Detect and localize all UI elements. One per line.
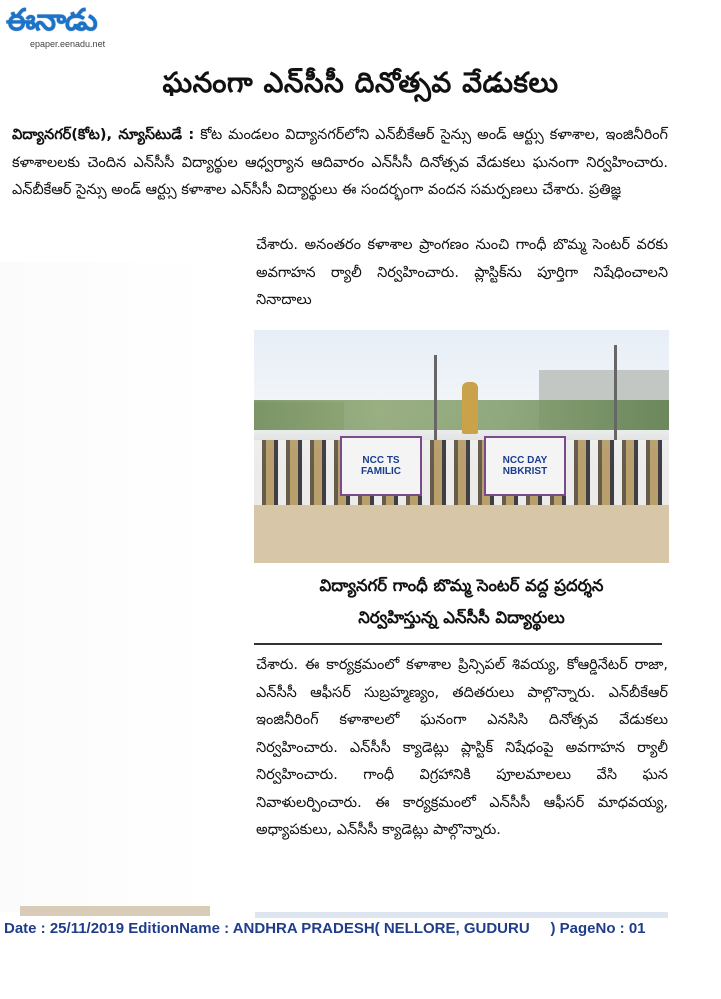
banner-left: NCC TS FAMILIC — [340, 436, 422, 496]
caption-divider — [254, 643, 662, 645]
dateline: విద్యానగర్(కోట), న్యూస్‌టుడే : — [12, 127, 195, 143]
masthead — [6, 3, 136, 53]
article-photo — [254, 330, 669, 563]
photo-lamp-pole — [434, 355, 437, 440]
banner-ncc-day: NCC DAY NBKRIST — [484, 436, 566, 496]
photo-ground — [254, 505, 669, 563]
article-paragraph-3: చేశారు. ఈ కార్యక్రమంలో కళాశాల ప్రిన్సిపల్ శివయ్య, కోఆర్డినేటర్ రాజా, ఎన్‌సీసీ ఆఫీసర్ సుబ్రహ్మణ్యం, తదితరులు పాల్గొన్నారు. ఎన్‌బీకేఆర్ ఇంజినీరింగ్ కళాశాలలో ఘనంగా ఎనసిసి దినోత్సవ వేడుకలు నిర్వహించారు. ఎన్‌సీసీ క్యాడెట్లు ప్లాస్టిక్ నిషేధంపై అవగాహన ర్యాలీ నిర్వహించారు. గాంధీ విగ్రహానికి పూలమాలలు వేసి ఘన నివాళులర్పించారు. ఈ కార్యక్రమంలో ఎన్‌సీసీ ఆఫీసర్ మాధవయ్య, అధ్యాపకులు, ఎన్‌సీసీ క్యాడెట్లు పాల్గొన్నారు. — [256, 657, 668, 838]
photo-caption — [254, 570, 669, 634]
caption-line-2: నిర్వహిస్తున్న ఎన్‌సీసీ విద్యార్థులు — [358, 608, 565, 627]
eenadu-logo: ఈనాడు — [6, 3, 97, 38]
article-headline: ఘనంగా ఎన్‌సీసీ దినోత్సవ వేడుకలు — [162, 66, 559, 99]
neighbor-clip-scrap — [20, 906, 210, 916]
site-url: epaper.eenadu.net — [30, 39, 106, 49]
article-paragraph-1 — [12, 122, 668, 205]
gandhi-statue — [462, 382, 478, 434]
edition-footer: Date : 25/11/2019 EditionName : ANDHRA PRADESH( NELLORE, GUDURU ) PageNo : 01 — [4, 920, 646, 937]
faded-neighbor-column — [0, 262, 215, 912]
photo-pole-right — [614, 345, 617, 440]
caption-line-1: విద్యానగర్ గాంధీ బొమ్మ సెంటర్ వద్ద ప్రదర్శన — [319, 576, 604, 595]
paragraph-1-text: కోట మండలం విద్యానగర్‌లోని ఎన్‌బీకేఆర్ సైన్సు అండ్ ఆర్ట్సు కళాశాల, ఇంజినీరింగ్ కళాశాలలకు చెందిన ఎన్‌సీసీ విద్యార్థుల ఆధ్వర్యాన ఆదివారం ఎన్‌సీసీ దినోత్సవ వేడుకలు ఘనంగా నిర్వహించారు. ఎన్‌బీకేఆర్ సైన్సు అండ్ ఆర్ట్సు కళాశాల ఎన్‌సీసీ విద్యార్థులు ఈ సందర్భంగా వందన సమర్పణలు చేశారు. ప్రతిజ్ఞ — [12, 127, 669, 198]
clip-bottom-bar — [255, 912, 668, 918]
article-paragraph-2: చేశారు. అనంతరం కళాశాల ప్రాంగణం నుంచి గాంధీ బొమ్మ సెంటర్ వరకు అవగాహన ర్యాలీ నిర్వహించారు. ప్లాస్టిక్‌ను పూర్తిగా నిషేధించాలని నినాదాలు — [256, 237, 668, 308]
